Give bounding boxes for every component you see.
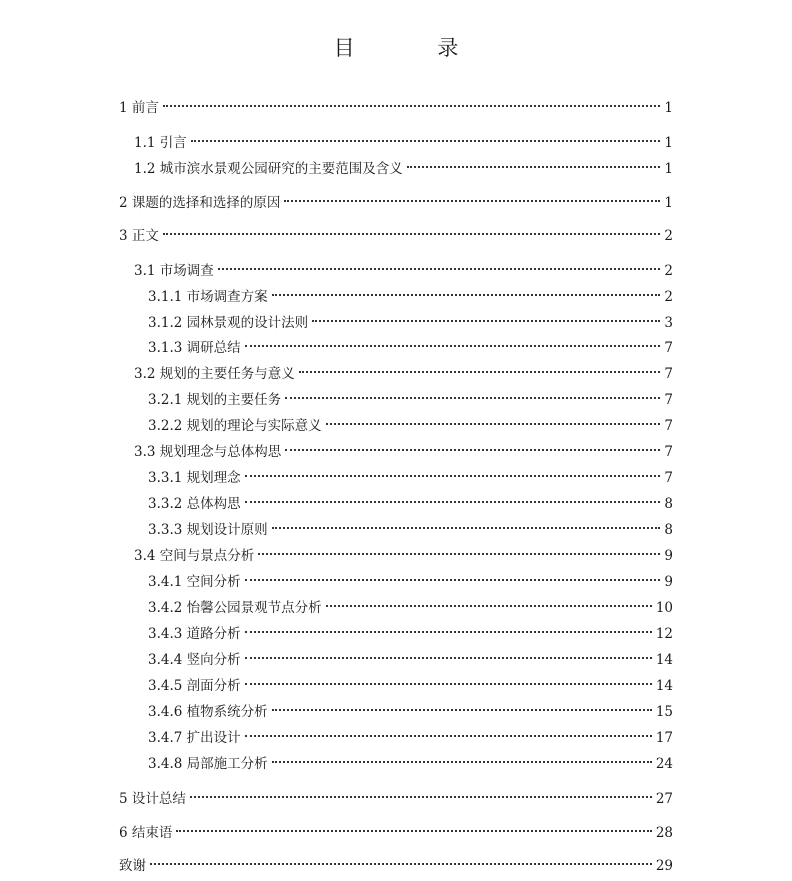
toc-entry-label: 3.2.1 规划的主要任务 <box>148 392 282 408</box>
toc-entry-page: 7 <box>664 366 673 382</box>
toc-entry-label: 3.4.5 剖面分析 <box>148 678 241 694</box>
toc-entry-page: 27 <box>655 791 673 807</box>
toc-entry-page: 12 <box>655 626 673 642</box>
toc-entry-page: 1 <box>664 135 673 151</box>
toc-entry-page: 7 <box>664 470 673 486</box>
toc-entry-label: 3.4.7 扩出设计 <box>148 730 241 746</box>
toc-entry[interactable] <box>148 410 673 434</box>
toc-entry-page: 1 <box>664 100 673 116</box>
toc-dot-leader <box>245 566 661 586</box>
toc-entry-label: 3.4.4 竖向分析 <box>148 652 241 668</box>
toc-entry-label: 3.1 市场调查 <box>134 263 214 279</box>
toc-dot-leader <box>218 255 661 275</box>
toc-entry-label: 3.4.6 植物系统分析 <box>148 704 268 720</box>
toc-dot-leader <box>245 618 652 638</box>
toc-entry[interactable] <box>148 722 673 746</box>
toc-dot-leader <box>245 670 652 690</box>
toc-entry-page: 28 <box>655 825 673 841</box>
toc-dot-leader <box>258 540 660 560</box>
toc-entry-page: 7 <box>664 340 673 356</box>
toc-dot-leader <box>299 358 661 378</box>
toc-entry-page: 9 <box>664 548 673 564</box>
toc-dot-leader <box>163 92 661 112</box>
toc-dot-leader <box>272 281 661 301</box>
toc-entry-label: 6 结束语 <box>119 825 173 841</box>
toc-entry[interactable] <box>148 748 673 772</box>
toc-entry-label: 3.4.2 怡馨公园景观节点分析 <box>148 600 322 616</box>
toc-dot-leader <box>245 462 661 482</box>
toc-entry-label: 3.3 规划理念与总体构思 <box>134 444 282 460</box>
toc-entry-page: 15 <box>655 704 673 720</box>
toc-entry[interactable] <box>148 488 673 512</box>
toc-entry[interactable] <box>134 358 673 382</box>
toc-entry-label: 3.1.3 调研总结 <box>148 340 241 356</box>
toc-entry-label: 3.4.8 局部施工分析 <box>148 756 268 772</box>
toc-entry[interactable] <box>148 618 673 642</box>
toc-entry-page: 9 <box>664 574 673 590</box>
toc-entry[interactable] <box>119 92 673 116</box>
toc-entry-label: 3.4.3 道路分析 <box>148 626 241 642</box>
toc-entry[interactable] <box>148 332 673 356</box>
toc-entry[interactable] <box>148 592 673 616</box>
toc-entry[interactable] <box>119 187 673 211</box>
toc-dot-leader <box>163 220 661 240</box>
toc-entry-page: 2 <box>664 289 673 305</box>
toc-entry-label: 1.2 城市滨水景观公园研究的主要范围及含义 <box>134 161 403 177</box>
toc-entry-page: 7 <box>664 444 673 460</box>
toc-entry[interactable] <box>148 514 673 538</box>
toc-dot-leader <box>407 153 661 173</box>
toc-entry[interactable] <box>134 540 673 564</box>
toc-dot-leader <box>150 850 652 870</box>
toc-dot-leader <box>284 187 660 207</box>
toc-entry-label: 3.4.1 空间分析 <box>148 574 241 590</box>
toc-entry-page: 7 <box>664 392 673 408</box>
toc-entry-label: 3.4 空间与景点分析 <box>134 548 255 564</box>
toc-entry[interactable] <box>119 850 673 874</box>
toc-entry[interactable] <box>134 153 673 177</box>
toc-entry-page: 29 <box>655 858 673 874</box>
toc-entry-label: 3.2 规划的主要任务与意义 <box>134 366 295 382</box>
toc-entry[interactable] <box>148 281 673 305</box>
toc-dot-leader <box>272 514 661 534</box>
toc-entry[interactable] <box>148 670 673 694</box>
toc-entry[interactable] <box>134 127 673 151</box>
toc-entry[interactable] <box>148 696 673 720</box>
toc-entry-page: 24 <box>655 756 673 772</box>
toc-entry-page: 7 <box>664 418 673 434</box>
toc-entry-page: 1 <box>664 195 673 211</box>
toc-entry[interactable] <box>148 307 673 331</box>
toc-dot-leader <box>245 488 661 508</box>
toc-entry[interactable] <box>148 462 673 486</box>
toc-dot-leader <box>245 644 652 664</box>
toc-dot-leader <box>272 748 652 768</box>
toc-entry[interactable] <box>134 255 673 279</box>
toc-dot-leader <box>176 817 651 837</box>
toc-entry-page: 17 <box>655 730 673 746</box>
toc-dot-leader <box>272 696 652 716</box>
toc-entry-label: 5 设计总结 <box>119 791 186 807</box>
toc-entry-page: 14 <box>655 652 673 668</box>
toc-entry-label: 2 课题的选择和选择的原因 <box>119 195 281 211</box>
toc-entry-page: 8 <box>664 496 673 512</box>
toc-entry-page: 14 <box>655 678 673 694</box>
toc-dot-leader <box>191 127 661 147</box>
toc-entry[interactable] <box>148 384 673 408</box>
toc-entry-page: 8 <box>664 522 673 538</box>
toc-entry-page: 2 <box>664 263 673 279</box>
toc-entry-label: 1 前言 <box>119 100 159 116</box>
toc-dot-leader <box>190 783 652 803</box>
toc-entry[interactable] <box>119 220 673 244</box>
toc-entry[interactable] <box>119 783 673 807</box>
toc-dot-leader <box>245 332 661 352</box>
toc-dot-leader <box>312 307 660 327</box>
toc-entry-label: 3.3.2 总体构思 <box>148 496 241 512</box>
toc-dot-leader <box>326 410 661 430</box>
toc-entry-label: 致谢 <box>119 858 146 874</box>
toc-entry-page: 1 <box>664 161 673 177</box>
toc-entry-page: 3 <box>664 315 673 331</box>
toc-entry-label: 3.2.2 规划的理论与实际意义 <box>148 418 322 434</box>
toc-entry-label: 1.1 引言 <box>134 135 187 151</box>
toc-dot-leader <box>245 722 652 742</box>
toc-entry[interactable] <box>148 566 673 590</box>
toc-entry[interactable] <box>148 644 673 668</box>
toc-entry[interactable] <box>134 436 673 460</box>
toc-entry-label: 3.3.1 规划理念 <box>148 470 241 486</box>
toc-dot-leader <box>326 592 652 612</box>
toc-entry-label: 3 正文 <box>119 228 159 244</box>
toc-dot-leader <box>285 384 660 404</box>
toc-entry-label: 3.1.2 园林景观的设计法则 <box>148 315 309 331</box>
page-title: 目 录 <box>333 36 497 60</box>
toc-entry-page: 10 <box>655 600 673 616</box>
toc-entry-page: 2 <box>664 228 673 244</box>
toc-dot-leader <box>285 436 660 456</box>
toc-entry[interactable] <box>119 817 673 841</box>
toc-entry-label: 3.1.1 市场调查方案 <box>148 289 268 305</box>
toc-entry-label: 3.3.3 规划设计原则 <box>148 522 268 538</box>
